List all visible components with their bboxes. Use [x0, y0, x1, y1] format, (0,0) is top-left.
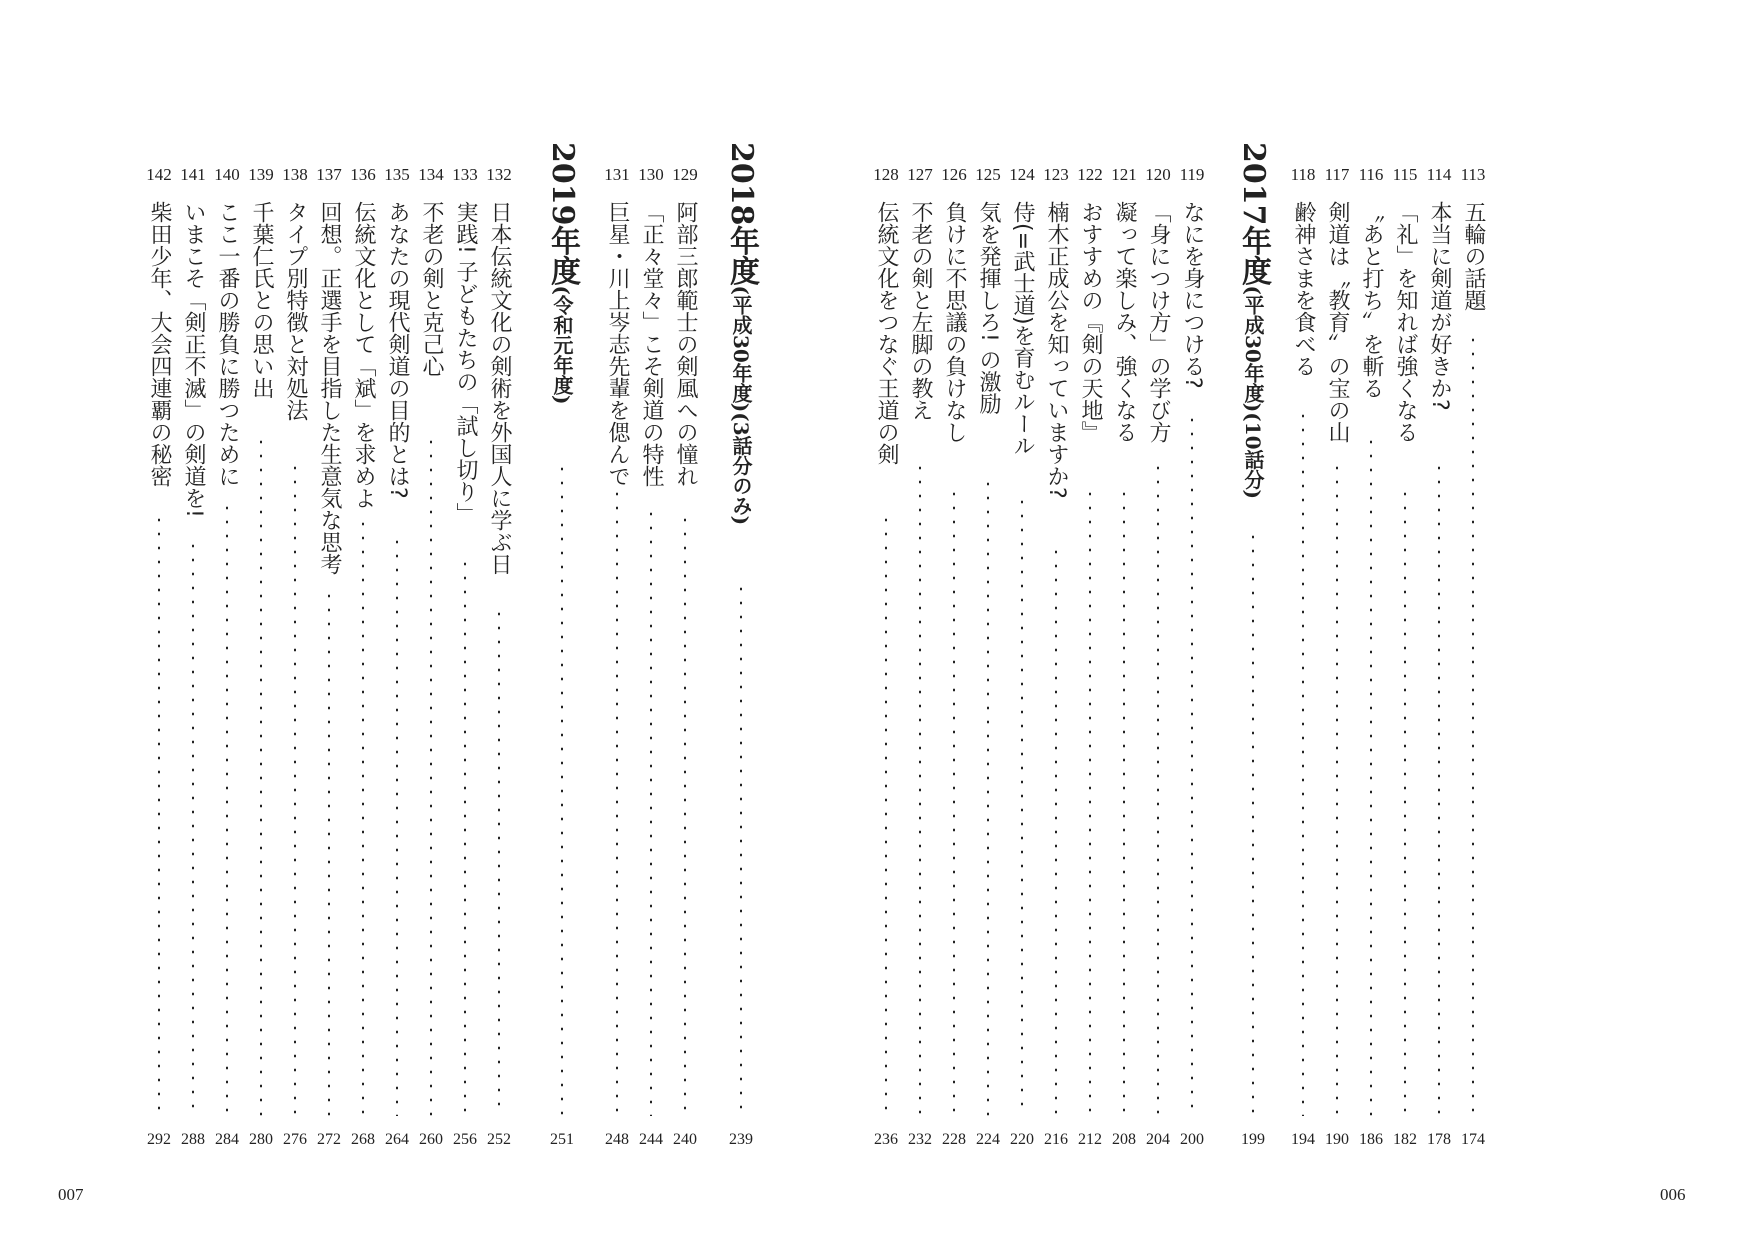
entry-number: 127 [907, 165, 933, 184]
entry-title: 「礼」を知れば強くなる [1393, 201, 1418, 443]
entry-number: 136 [350, 165, 376, 184]
entry-number: 123 [1043, 165, 1069, 184]
entry-page: 244 [639, 1131, 663, 1148]
entry-title: 回想。正選手を目指した生意気な思考 [317, 201, 342, 575]
entry-number: 115 [1392, 165, 1418, 184]
entry-number: 139 [248, 165, 274, 184]
entry-number: 126 [941, 165, 967, 184]
leader-dots [953, 487, 955, 1116]
entry-number: 129 [672, 165, 698, 184]
leader-dots [396, 535, 398, 1116]
toc-entry [1388, 165, 1422, 1150]
entry-title: 楠木正成公を知っていますか? [1044, 201, 1069, 499]
entry-title: 巨星・川上岑志先輩を偲んで [605, 201, 630, 487]
entry-number: 114 [1426, 165, 1452, 184]
entry-number: 134 [418, 165, 444, 184]
entry-page: 280 [249, 1131, 273, 1148]
entry-page: 216 [1044, 1131, 1068, 1148]
toc-entry [869, 165, 903, 1150]
page-number-left: 007 [58, 1185, 84, 1204]
entry-number: 135 [384, 165, 410, 184]
page-number-right: 006 [1660, 1185, 1686, 1204]
entry-page: 194 [1291, 1131, 1315, 1148]
leader-dots [919, 461, 921, 1116]
entry-title: 実践! 子どもたちの「試し切り」 [453, 201, 478, 525]
entry-title: 剣道は〝教育〟の宝の山 [1325, 201, 1350, 443]
leader-dots [740, 582, 742, 1116]
toc-entry [1141, 165, 1175, 1150]
entry-page: 228 [942, 1131, 966, 1148]
toc-entry [1039, 165, 1073, 1150]
entry-title: 伝統文化をつなぐ王道の剣 [874, 201, 899, 465]
entry-title: 五輪の話題 [1461, 201, 1486, 311]
year-heading [1228, 142, 1278, 1150]
entry-page: 236 [874, 1131, 898, 1148]
entry-page: 260 [419, 1131, 443, 1148]
entry-number: 118 [1290, 165, 1316, 184]
entry-title: 千葉仁氏との思い出 [249, 201, 274, 399]
entry-title: 侍(=武士道)を育むルール [1010, 201, 1035, 457]
heading-main: 2019年度 [545, 142, 580, 286]
leader-dots [158, 513, 160, 1116]
entry-title: 伝統文化として「斌」を求めよ [351, 201, 376, 509]
leader-dots [1252, 530, 1254, 1116]
toc-entry [414, 165, 448, 1150]
entry-number: 124 [1009, 165, 1035, 184]
toc-entry [1107, 165, 1141, 1150]
heading-sub: (平成30年度)(3話分のみ) [729, 285, 753, 526]
entry-page: 190 [1325, 1131, 1349, 1148]
entry-page: 272 [317, 1131, 341, 1148]
leader-dots [226, 501, 228, 1116]
toc-entry [244, 165, 278, 1150]
leader-dots [616, 487, 618, 1116]
toc-entry [1354, 165, 1388, 1150]
leader-dots [1404, 487, 1406, 1116]
entry-number: 113 [1460, 165, 1486, 184]
entry-title: 不老の剣と左脚の教え [908, 201, 933, 421]
entry-number: 131 [604, 165, 630, 184]
heading-main: 2017年度 [1236, 142, 1271, 286]
entry-title: 気を発揮しろ! の激励 [976, 201, 1001, 415]
toc-entry [634, 165, 668, 1150]
leader-dots [294, 461, 296, 1116]
entry-page: 208 [1112, 1131, 1136, 1148]
year-heading [537, 142, 587, 1150]
toc-entry [448, 165, 482, 1150]
entry-page: 220 [1010, 1131, 1034, 1148]
leader-dots [1302, 409, 1304, 1116]
toc-entry [600, 165, 634, 1150]
entry-page: 224 [976, 1131, 1000, 1148]
leader-dots [1336, 461, 1338, 1116]
entry-page: 174 [1461, 1131, 1485, 1148]
leader-dots [328, 589, 330, 1116]
leader-dots [561, 462, 563, 1116]
entry-page: 204 [1146, 1131, 1170, 1148]
heading-page: 251 [550, 1131, 574, 1148]
toc-entry [1456, 165, 1490, 1150]
entry-number: 122 [1077, 165, 1103, 184]
entry-page: 186 [1359, 1131, 1383, 1148]
leader-dots [885, 513, 887, 1116]
toc-entry [312, 165, 346, 1150]
entry-number: 142 [146, 165, 172, 184]
leader-dots [987, 477, 989, 1116]
heading-sub: (平成30年度)(10話分) [1241, 285, 1265, 500]
entry-number: 116 [1358, 165, 1384, 184]
toc-entry [346, 165, 380, 1150]
leader-dots [498, 607, 500, 1116]
entry-number: 132 [486, 165, 512, 184]
entry-page: 252 [487, 1131, 511, 1148]
entry-title: 負けに不思議の負けなし [942, 201, 967, 443]
entry-title: 日本伝統文化の剣術を外国人に学ぶ日 [487, 201, 512, 575]
leader-dots [362, 517, 364, 1116]
entry-title: ここ一番の勝負に勝つために [215, 201, 240, 487]
entry-number: 137 [316, 165, 342, 184]
toc-entry [210, 165, 244, 1150]
year-heading [716, 142, 766, 1150]
entry-number: 120 [1145, 165, 1171, 184]
entry-page: 292 [147, 1131, 171, 1148]
entry-number: 140 [214, 165, 240, 184]
entry-page: 248 [605, 1131, 629, 1148]
entry-page: 212 [1078, 1131, 1102, 1148]
entry-number: 128 [873, 165, 899, 184]
leader-dots [464, 557, 466, 1116]
toc-entry [1320, 165, 1354, 1150]
entry-page: 182 [1393, 1131, 1417, 1148]
toc-entry [668, 165, 702, 1150]
leader-dots [1123, 487, 1125, 1116]
leader-dots [1438, 461, 1440, 1116]
entry-page: 232 [908, 1131, 932, 1148]
entry-title: 「正々堂々」こそ剣道の特性 [639, 201, 664, 487]
toc-entry [1073, 165, 1107, 1150]
entry-title: 〝あと打ち〟を斬る [1359, 201, 1384, 399]
toc-entry [380, 165, 414, 1150]
entry-title: なにを身につける? [1180, 201, 1205, 389]
entry-title: 柴田少年、大会四連覇の秘密 [147, 201, 172, 487]
entry-page: 284 [215, 1131, 239, 1148]
entry-title: いまこそ「剣正不滅」の剣道を! [181, 201, 206, 518]
leader-dots [1472, 333, 1474, 1116]
leader-dots [1157, 461, 1159, 1116]
toc-entry [278, 165, 312, 1150]
heading-page: 239 [729, 1131, 753, 1148]
toc-entry [1005, 165, 1039, 1150]
entry-page: 178 [1427, 1131, 1451, 1148]
toc-entry [482, 165, 516, 1150]
entry-title: タイプ別特徴と対処法 [283, 201, 308, 421]
leader-dots [260, 435, 262, 1116]
heading-main: 2018年度 [724, 142, 759, 286]
toc-entry [971, 165, 1005, 1150]
entry-title: 「身につけ方」の学び方 [1146, 201, 1171, 443]
entry-number: 117 [1324, 165, 1350, 184]
leader-dots [1370, 435, 1372, 1116]
entry-page: 276 [283, 1131, 307, 1148]
toc-entry [937, 165, 971, 1150]
entry-number: 125 [975, 165, 1001, 184]
entry-number: 121 [1111, 165, 1137, 184]
leader-dots [650, 507, 652, 1116]
entry-number: 133 [452, 165, 478, 184]
heading-sub: (令和元年度) [550, 285, 574, 405]
heading-page: 199 [1241, 1131, 1265, 1148]
entry-page: 200 [1180, 1131, 1204, 1148]
toc-entry [142, 165, 176, 1150]
toc-entry [1175, 165, 1209, 1150]
leader-dots [1055, 545, 1057, 1116]
entry-page: 240 [673, 1131, 697, 1148]
leader-dots [430, 435, 432, 1116]
leader-dots [684, 513, 686, 1116]
heading-title [545, 142, 579, 404]
toc-entry [176, 165, 210, 1150]
entry-number: 130 [638, 165, 664, 184]
leader-dots [1021, 495, 1023, 1116]
heading-title [1236, 142, 1270, 499]
entry-title: あなたの現代剣道の目的とは? [385, 201, 410, 499]
entry-number: 141 [180, 165, 206, 184]
toc-entry [1422, 165, 1456, 1150]
entry-page: 288 [181, 1131, 205, 1148]
entry-title: 凝って楽しみ、強くなる [1112, 201, 1137, 443]
entry-title: 本当に剣道が好きか? [1427, 201, 1452, 411]
entry-title: 不老の剣と克己心 [419, 201, 444, 377]
entry-page: 268 [351, 1131, 375, 1148]
leader-dots [192, 539, 194, 1116]
entry-title: 阿部三郎範士の剣風への憧れ [673, 201, 698, 487]
leader-dots [1089, 487, 1091, 1116]
toc-entry [1286, 165, 1320, 1150]
entry-page: 264 [385, 1131, 409, 1148]
entry-page: 256 [453, 1131, 477, 1148]
entry-title: おすすめの『剣の天地』 [1078, 201, 1103, 443]
leader-dots [1191, 413, 1193, 1116]
entry-number: 138 [282, 165, 308, 184]
toc-entry [903, 165, 937, 1150]
entry-number: 119 [1179, 165, 1205, 184]
heading-title [724, 142, 758, 525]
entry-title: 齢神さまを食べる [1291, 201, 1316, 377]
